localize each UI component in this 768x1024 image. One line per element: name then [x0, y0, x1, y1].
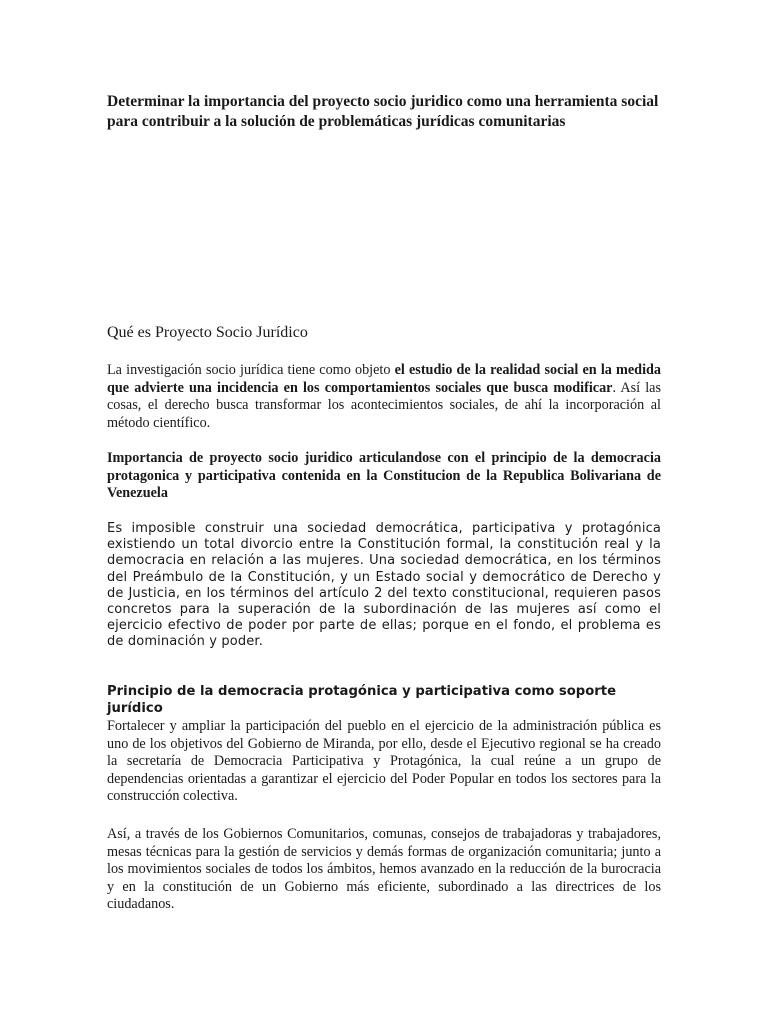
paragraph-text: . Así las cosas, el derecho busca transformar los acontecimientos sociales, de ahí la incorporación al método científico. — [107, 379, 661, 431]
paragraph-text: La investigación socio jurídica tiene como objeto — [107, 362, 395, 378]
section-heading-importancia: Importancia de proyecto socio juridico articulandose con el principio de la democracia protagonica y participativa contenida en la Constitucion de la Republica Bolivariana de Venezuela — [107, 450, 661, 501]
section-heading-principio: Principio de la democracia protagónica y participativa como soporte jurídico — [107, 684, 617, 716]
section-paragraph-que-es — [107, 362, 661, 432]
section-paragraph-principio-1: Fortalecer y ampliar la participación del pueblo en el ejercicio de la administración pública es uno de los objetivos del Gobierno de Miranda, por ello, desde el Ejecutivo regional se ha creado la secretaría de Democracia Participativa y Protagónica, la cual reúne a un grupo de dependencias orientadas a garantizar el ejercicio del Poder Popular en todos los sectores para la construcción colectiva. — [107, 718, 661, 804]
document-title: Determinar la importancia del proyecto socio juridico como una herramienta social para contribuir a la solución de problemáticas jurídicas comunitarias — [107, 93, 659, 130]
section-paragraph-importancia: Es imposible construir una sociedad democrática, participativa y protagónica existiendo un total divorcio entre la Constitución formal, la constitución real y la democracia en relación a las mujeres. Una sociedad democrática, en los términos del Preámbulo de la Constitución, y un Estado social y democrático de Derecho y de Justicia, en los términos del artículo 2 del texto constitucional, requieren pasos concretos para la superación de la subordinación de las mujeres así como el ejercicio efectivo de poder por parte de ellas; porque en el fondo, el problema es de dominación y poder. — [107, 521, 661, 650]
section-paragraph-principio-2: Así, a través de los Gobiernos Comunitarios, comunas, consejos de trabajadoras y trabajadores, mesas técnicas para la gestión de servicios y demás formas de organización comunitaria; junto a los movimientos sociales de todos los ámbitos, hemos avanzado en la reducción de la burocracia y en la constitución de un Gobierno más eficiente, subordinado a las directrices de los ciudadanos. — [107, 826, 661, 912]
paragraph-bold-text: el estudio de la realidad social en la medida que advierte una incidencia en los comportamientos sociales que busca modificar — [107, 362, 661, 396]
section-heading-que-es: Qué es Proyecto Socio Jurídico — [107, 324, 308, 341]
